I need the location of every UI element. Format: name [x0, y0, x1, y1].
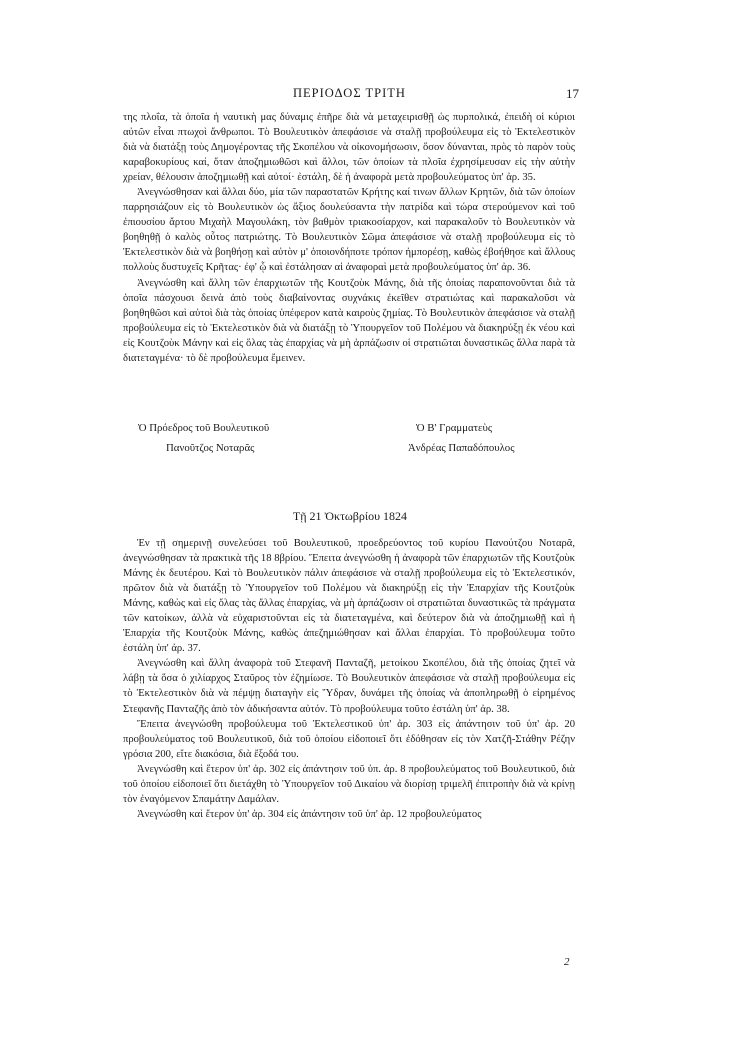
paragraph: Ἀνεγνώσθησαν καὶ ἄλλαι δύο, μία τῶν παραστατῶν Κρήτης καί τινων ἄλλων Κρητῶν, διὰ τῶν ὁποίων παρρησιάζουν εἰς τὸ Βουλευτικὸν ὡς ἄξιος δουλεύσαντα τὴν πατρίδα καὶ τώρα στερούμενον καὶ τοῦ ἐπιουσίου ἄρτου Μιχαὴλ Μαγουλάκη, τὸν βαθμὸν τριακοσίαρχον, καὶ παρακαλοῦν τὸ Βουλευτικὸν νὰ βοηθηθῇ ὁ καλὸς οὗτος πατριώτης. Τὸ Βουλευτικὸν Σῶμα ἀπεφάσισε νὰ σταλῇ προβούλευμα εἰς τὸ Ἐκτελεστικὸν διὰ νὰ βοηθήσῃ καὶ αὐτὸν μ' ὁποιονδήποτε τρόπον ἠμπορέσῃ, καθὼς ἐβοήθησε καὶ ἄλλους πολλοὺς δυστυχεῖς Κρῆτας· ἐφ' ᾧ καὶ ἐστάλησαν αἱ ἀναφοραὶ μετὰ προβουλεύματος ὑπ' ἀρ. 36.: [123, 187, 575, 274]
paragraph: Ἀνεγνώσθη καὶ ἄλλη ἀναφορὰ τοῦ Στεφανῆ Πανταζῆ, μετοίκου Σκοπέλου, διὰ τῆς ὁποίας ζητεῖ νὰ λάβῃ τὰ ὅσα ὁ χιλίαρχος Σταῦρος τὸν ἐζημίωσε. Τὸ Βουλευτικὸν ἀπεφάσισε νὰ σταλῇ προβούλευμα εἰς τὸ Ἐκτελεστικὸν διὰ νὰ πέμψῃ διαταγὴν εἰς Ὕδραν, δυνάμει τῆς ὁποίας νὰ ἀποπληρωθῇ ὁ εἰρημένος Στεφανῆς Πανταζῆς ἀπὸ τὸν ἀδικήσαντα αὐτόν. Τὸ προβούλευμα τοῦτο ἐστάλη ὑπ' ἀρ. 38.: [123, 658, 575, 715]
session-date-heading: Τῇ 21 Ὀκτωβρίου 1824: [292, 509, 408, 523]
signature-name: Ἀνδρέας Παπαδόπουλος: [408, 442, 515, 454]
paragraph: Ἔπειτα ἀνεγνώσθη προβούλευμα τοῦ Ἐκτελεστικοῦ ὑπ' ἀρ. 303 εἰς ἀπάντησιν τοῦ ὑπ' ἀρ. 20 προβουλεύματος τοῦ Βουλευτικοῦ, διὰ τοῦ ὁποίου εἰδοποιεῖ ὅτι ἐδόθησαν εἰς τὸν Χατζῆ-Στάθην Ρέζην γρόσια 200, εἴτε διακόσια, διὰ ἔξοδά του.: [123, 718, 575, 760]
printer-signature-mark: 2: [564, 956, 570, 968]
paragraph: Ἐν τῇ σημερινῇ συνελεύσει τοῦ Βουλευτικοῦ, προεδρεύοντος τοῦ κυρίου Πανούτζου Νοταρᾶ, ἀνεγνώσθησαν τὰ πρακτικὰ τῆς 18 8βρίου. Ἔπειτα ἀνεγνώσθη ἡ ἀναφορὰ τῶν ἐπαρχιωτῶν τῆς Κουτζοὺκ Μάνης ἐκ δευτέρου. Καὶ τὸ Βουλευτικὸν πάλιν ἀπεφάσισε νὰ σταλῇ προβούλευμα εἰς τὸ Ἐκτελεστικόν, πρῶτον διὰ νὰ διατάξῃ τὸ Ὑπουργεῖον τοῦ Πολέμου νὰ διακηρύξῃ εἰς τὴν Ἐπαρχίαν τῆς Κουτζοὺκ Μάνης, καθὼς καὶ εἰς ὅλας τὰς ἄλλας ἐπαρχίας, νὰ μὴ ἁρπάζωσιν οἱ στρατιῶται δυναστικῶς τὰ πράγματα τῶν κατοίκων, ἀλλὰ νὰ εὐχαριστοῦνται εἰς τὰ διατεταγμένα, καὶ δεύτερον διὰ νὰ ἀποζημιωθῇ καὶ ἡ Ἐπαρχία τῆς Κουτζοὺκ Μάνης, καθὼς ἀπεζημιώθησαν καὶ ἄλλαι ἐπαρχίαι. Τὸ προβούλευμα τοῦτο ἐστάλη ὑπ' ἀρ. 37.: [123, 538, 575, 655]
paragraph: Ἀνεγνώσθη καὶ ἕτερον ὑπ' ἀρ. 304 εἰς ἀπάντησιν τοῦ ὑπ' ἀρ. 12 προβουλεύματος: [137, 808, 482, 820]
running-title: ΠΕΡΙΟΔΟΣ ΤΡΙΤΗ: [293, 86, 406, 100]
session-1-text: [123, 110, 575, 366]
session-2-text: [123, 536, 575, 822]
page-number: 17: [566, 86, 579, 101]
paragraph: Ἀνεγνώσθη καὶ ἄλλη τῶν ἐπαρχιωτῶν τῆς Κουτζοὺκ Μάνης, διὰ τῆς ὁποίας παραπονοῦνται διὰ τὰ ὁποῖα πάσχουσι δεινὰ ἀπὸ τοὺς διαβαίνοντας συχνάκις ἐκεῖθεν στρατιώτας καὶ παρακαλοῦσι νὰ βοηθηθῶσι καὶ αὐτοὶ διὰ τὰς ὁποίας ὑπέφερον κατὰ καιροὺς ζημίας. Τὸ Βουλευτικὸν ἀπεφάσισε νὰ σταλῇ προβούλευμα εἰς τὸ Ἐκτελεστικὸν διὰ νὰ διατάξῃ τὸ Ὑπουργεῖον τοῦ Πολέμου νὰ διακηρύξῃ ἐκ νέου καὶ εἰς Κουτζοὺκ Μάνην καὶ εἰς ὅλας τὰς ἐπαρχίας νὰ μὴ ἁρπάζωσιν οἱ στρατιῶται δυναστικῶς ἄλλα παρὰ τὰ διατεταγμένα· τὸ δὲ προβούλευμα ἔμεινεν.: [123, 277, 575, 364]
paragraph: Ἀνεγνώσθη καὶ ἕτερον ὑπ' ἀρ. 302 εἰς ἀπάντησιν τοῦ ὑπ. ἀρ. 8 προβουλεύματος τοῦ Βουλευτικοῦ, διὰ τοῦ ὁποίου εἰδοποιεῖ ὅτι διετάχθη τὸ Ὑπουργεῖον τοῦ Δικαίου νὰ διορίσῃ τριμελῆ ἐπιτροπὴν διὰ νὰ κρίνῃ τὸν ἐναγόμενον Σπαμάτην Δαμάλαν.: [123, 763, 575, 805]
secretary-signature: [408, 418, 514, 458]
paragraph: της πλοΐα, τὰ ὁποῖα ἡ ναυτικὴ μας δύναμις ἐπῆρε διὰ νὰ μεταχειρισθῇ ὡς πυρπολικά, ἐπειδὴ οἱ κύριοι αὐτῶν εἶναι πτωχοὶ ἄνθρωποι. Τὸ Βουλευτικὸν ἀπεφάσισε νὰ σταλῇ προβούλευμα εἰς τὸ Ἐκτελεστικὸν διὰ νὰ διατάξῃ τοὺς Δημογέροντας τῆς Σκοπέλου νὰ οἰκονομήσωσιν, ὅσον δύνανται, πρὸς τὸ παρὸν τοὺς καραβοκυρίους καί, ὅταν ἀποζημιωθῶσι καὶ ἄλλοι, τῶν ὁποίων τὰ πλοῖα ἐχρησίμευσαν εἰς τὴν αὐτὴν χρείαν, θέλουσιν ἀποζημιωθῇ καὶ αὐτοί· ἐστάλη, δὲ ἡ ἀναφορὰ μετὰ προβουλεύματος ὑπ' ἀρ. 35.: [123, 112, 575, 184]
signature-title: Ὁ Β' Γραμματεὺς: [416, 422, 493, 434]
president-signature: [138, 418, 269, 458]
signature-name: Πανοῦτζος Νοταρᾶς: [166, 442, 255, 454]
signature-title: Ὁ Πρόεδρος τοῦ Βουλευτικοῦ: [138, 422, 270, 434]
